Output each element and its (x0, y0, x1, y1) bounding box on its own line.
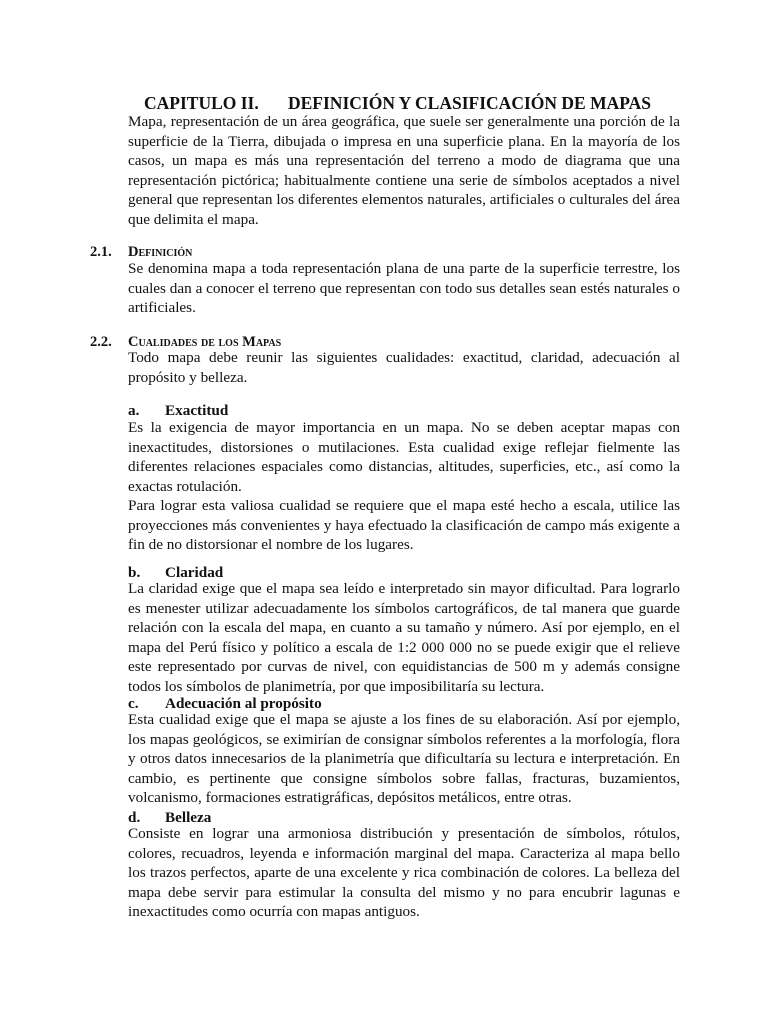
claridad-paragraph: La claridad exige que el mapa sea leído e interpretado sin mayor dificultad. Para lograrlo es menester utilizar adecuadamente los símbolos cartográficos, de tal manera que guarde relación con la escala del mapa, en cuanto a su tamaño y número. Así por ejemplo, en el mapa del Perú físico y político a escala de 1:2 000 000 no se puede exigir que el relieve este representado por curvas de nivel, con equidistancias de 500 m y además consigne todos los símbolos de planimetría, por que imposibilitaría su lectura. (128, 580, 680, 695)
section-title: Definición (128, 244, 193, 260)
exactitud-paragraph-2: Para lograr esta valiosa cualidad se requiere que el mapa esté hecho a escala, utilice las proyecciones más convenientes y haya efectuado la clasificación de campo más exigente a fin de no distorsionar el nombre de los lugares. (128, 497, 680, 554)
chapter-heading: DEFINICIÓN Y CLASIFICACIÓN DE MAPAS (288, 93, 651, 113)
subheading-title: Exactitud (165, 402, 229, 419)
subheading-title: Claridad (165, 564, 224, 581)
subheading-letter: d. (128, 809, 141, 826)
section-title: Cualidades de los Mapas (128, 334, 282, 350)
subheading-letter: c. (128, 695, 139, 712)
subheading-title: Belleza (165, 809, 212, 826)
definicion-paragraph: Se denomina mapa a toda representación plana de una parte de la superficie terrestre, los cuales dan a conocer el terreno que representan con todo sus detalles sean estés naturales o artificiales. (128, 260, 680, 317)
chapter-title (144, 92, 684, 114)
exactitud-paragraph-1: Es la exigencia de mayor importancia en un mapa. No se deben aceptar mapas con inexactitudes, distorsiones o mutilaciones. Esta cualidad exige reflejar fielmente las diferentes relaciones espaciales como distancias, altitudes, superficies, etc., así como la exactas rotulación. (128, 419, 680, 495)
subheading-letter: a. (128, 402, 140, 419)
section-number: 2.1. (90, 244, 112, 260)
adecuacion-paragraph: Esta cualidad exige que el mapa se ajuste a los fines de su elaboración. Así por ejemplo, los mapas geológicos, se eximirían de consignar símbolos referentes a la morfología, flora y otros datos innecesarios de la planimetría que dificultaría su lectura e interpretación. En cambio, es pertinente que consigne símbolos sobre fallas, fracturas, buzamientos, volcanismo, formaciones estratigráficas, depósitos metálicos, entre otras. (128, 711, 680, 807)
intro-paragraph: Mapa, representación de un área geográfica, que suele ser generalmente una porción de la superficie de la Tierra, dibujada o impresa en una superficie plana. En la mayoría de los casos, un mapa es más una representación del terreno a modo de diagrama que una representación pictórica; habitualmente contiene una serie de símbolos aceptados a nivel general que representan los diferentes elementos naturales, artificiales o culturales del área que delimita el mapa. (128, 113, 680, 228)
subheading-letter: b. (128, 564, 141, 581)
chapter-number: CAPITULO II. (144, 93, 259, 113)
belleza-paragraph: Consiste en lograr una armoniosa distribución y presentación de símbolos, rótulos, colores, recuadros, leyenda e información marginal del mapa. Caracteriza al mapa bello los trazos perfectos, aparte de una excelente y rica combinación de colores. La belleza del mapa debe servir para estimular la consulta del mismo y no para encubrir lagunas e inexactitudes como ocurría con mapas antiguos. (128, 825, 680, 921)
subheading-title: Adecuación al propósito (165, 695, 322, 712)
cualidades-paragraph: Todo mapa debe reunir las siguientes cualidades: exactitud, claridad, adecuación al propósito y belleza. (128, 349, 680, 386)
section-number: 2.2. (90, 334, 112, 350)
